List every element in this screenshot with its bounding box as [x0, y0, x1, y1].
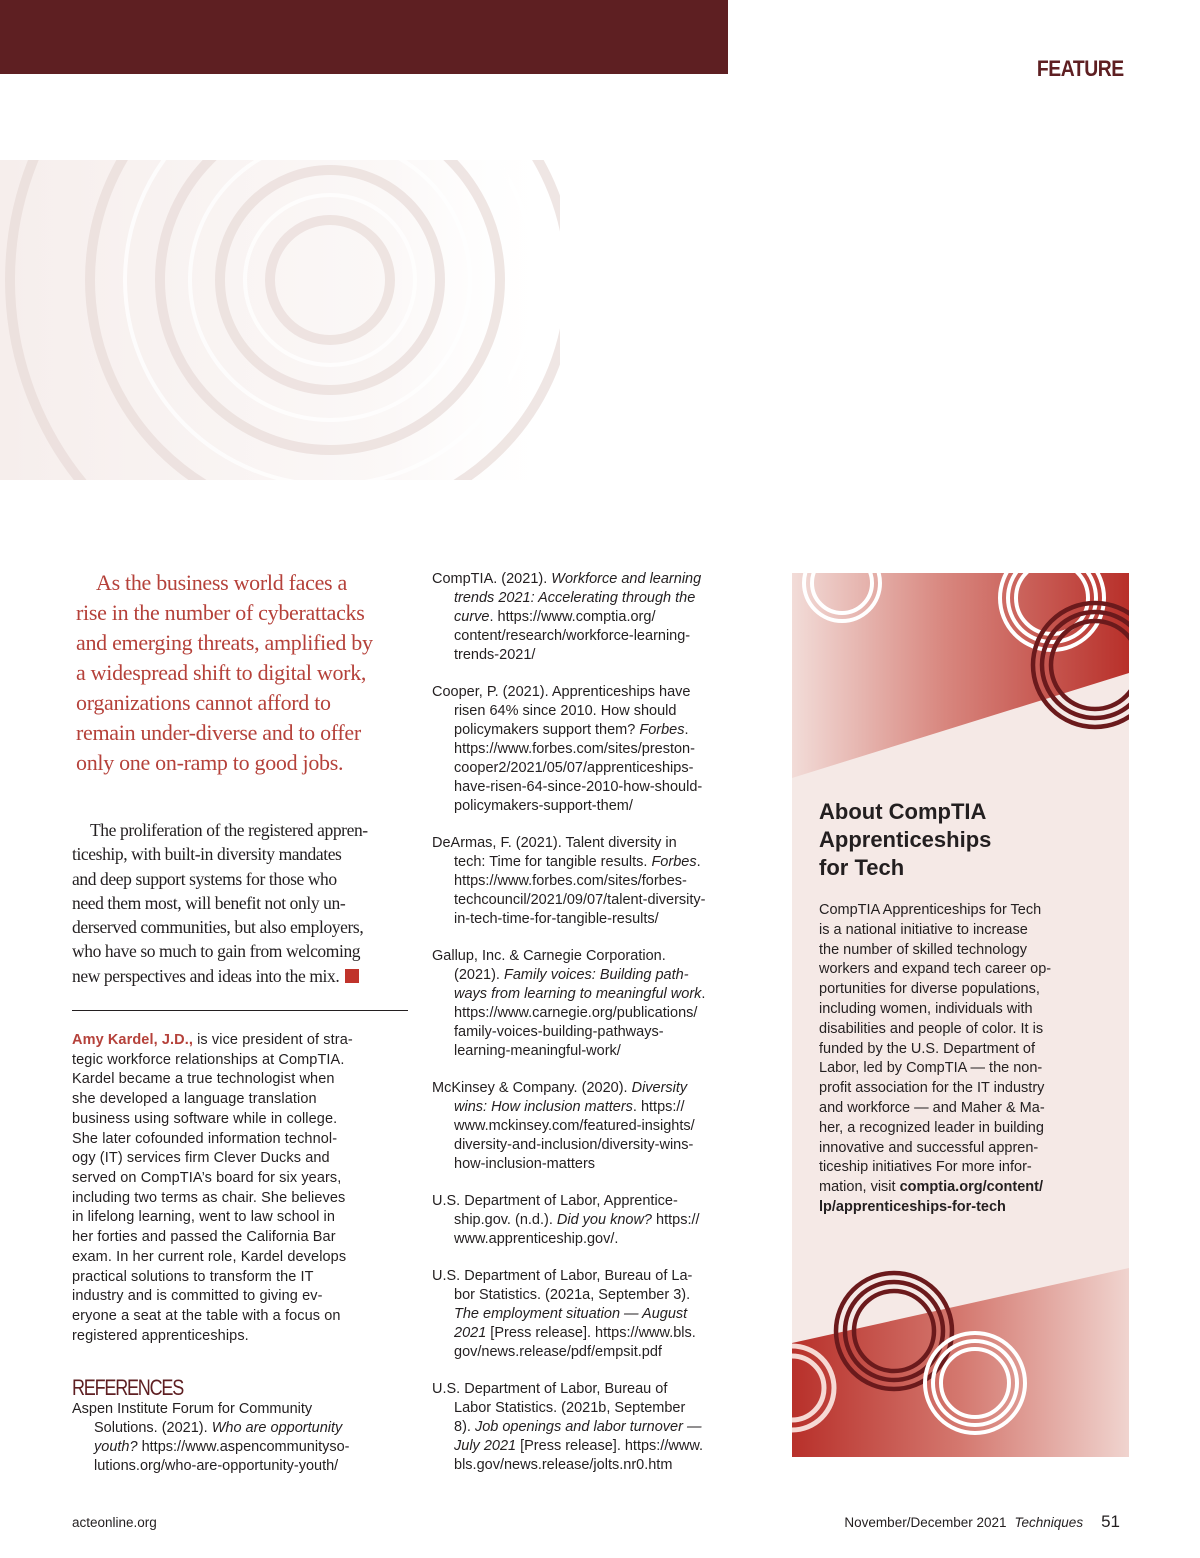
ref-title: July 2021 — [454, 1438, 517, 1454]
bio-line: Kardel became a true technologist when — [72, 1071, 335, 1088]
ref-line — [432, 1437, 772, 1456]
sidebar-line: funded by the U.S. Department of — [819, 1040, 1036, 1057]
sidebar-title-line: for Tech — [819, 855, 905, 880]
bio-line: including two terms as chair. She believes — [72, 1189, 346, 1206]
author-name: Amy Kardel, J.D., — [72, 1032, 193, 1049]
ref-text: 8). — [454, 1419, 475, 1435]
ref-text: https:// — [652, 1212, 700, 1228]
reference-item — [432, 947, 772, 1061]
bio-line: ogy (IT) services firm Clever Ducks and — [72, 1150, 330, 1167]
pull-quote-line: a widespread shift to digital work, — [76, 660, 367, 685]
pull-quote-line: organizations cannot afford to — [76, 690, 331, 715]
ref-text: . — [696, 854, 701, 870]
reference-item — [432, 834, 772, 929]
sidebar-link[interactable]: comptia.org/content/ — [899, 1179, 1043, 1196]
body-paragraph — [72, 818, 408, 988]
bio-line: industry and is committed to giving ev- — [72, 1288, 323, 1305]
ref-line: gov/news.release/pdf/empsit.pdf — [454, 1344, 662, 1360]
sidebar-link[interactable]: lp/apprenticeships-for-tech — [819, 1198, 1006, 1215]
ref-line — [432, 985, 772, 1004]
body-line: The proliferation of the registered appren- — [90, 820, 368, 840]
footer-magazine: Techniques — [1014, 1515, 1084, 1530]
ref-line: learning-meaningful-work/ — [454, 1043, 621, 1059]
pull-quote-line: remain under-diverse and to offer — [76, 720, 361, 745]
sidebar-line: innovative and successful appren- — [819, 1139, 1039, 1156]
sidebar-line: Labor, led by CompTIA — the non- — [819, 1060, 1043, 1077]
bio-line: business using software while in college. — [72, 1110, 338, 1127]
sidebar-line: profit association for the IT industry — [819, 1080, 1045, 1097]
ref-line: Cooper, P. (2021). Apprenticeships have — [432, 684, 691, 700]
ref-title: ways from learning to meaningful work — [454, 986, 702, 1002]
references-heading: REFERENCES — [72, 1375, 183, 1401]
ref-text: . — [684, 722, 689, 738]
ref-line: www.mckinsey.com/featured-insights/ — [454, 1118, 695, 1134]
ref-line — [432, 1418, 772, 1437]
pull-quote-line: rise in the number of cyberattacks — [76, 600, 365, 625]
sidebar-line: her, a recognized leader in building — [819, 1119, 1044, 1136]
ref-text: Solutions. (2021). — [94, 1420, 212, 1437]
sidebar-title-line: About CompTIA — [819, 799, 987, 824]
body-line: new perspectives and ideas into the mix. — [72, 965, 340, 986]
body-line: and deep support systems for those who — [72, 868, 337, 889]
reference-item — [432, 1267, 772, 1362]
header-bar — [0, 0, 728, 74]
ref-line: cooper2/2021/05/07/apprenticeships- — [454, 760, 694, 776]
body-line: need them most, will benefit not only un- — [72, 892, 346, 913]
ref-line — [72, 1438, 408, 1457]
ref-text: . https://www.comptia.org/ — [489, 609, 656, 625]
sidebar-line: workers and expand tech career op- — [819, 961, 1052, 978]
section-label: FEATURE — [1037, 56, 1124, 81]
bio-line: registered apprenticeships. — [72, 1327, 249, 1344]
ref-title: Job openings and labor turnover — — [474, 1419, 702, 1435]
reference-item — [432, 1192, 772, 1249]
divider — [72, 1010, 408, 1011]
ref-line: techcouncil/2021/09/07/talent-diversity- — [454, 892, 706, 908]
page-number: 51 — [1101, 1512, 1120, 1531]
bio-line: served on CompTIA’s board for six years, — [72, 1170, 342, 1186]
ref-text: . https:// — [632, 1099, 685, 1115]
ref-title: Diversity — [631, 1080, 688, 1096]
ref-line: www.apprenticeship.gov/. — [454, 1231, 619, 1247]
ref-line: trends-2021/ — [454, 647, 536, 663]
end-mark-icon — [345, 969, 359, 983]
bio-line: in lifelong learning, went to law school in — [72, 1209, 336, 1226]
body-line-last — [72, 964, 408, 988]
ref-line — [432, 570, 772, 589]
bio-line: eryone a seat at the table with a focus on — [72, 1307, 341, 1324]
footer-info — [844, 1512, 1120, 1532]
ref-line: U.S. Department of Labor, Bureau of — [432, 1381, 668, 1397]
reference-item — [432, 1380, 772, 1475]
bio-line: exam. In her current role, Kardel develops — [72, 1248, 347, 1265]
ref-line: Gallup, Inc. & Carnegie Corporation. — [432, 948, 666, 964]
ref-line: Labor Statistics. (2021b, September — [454, 1400, 686, 1416]
sidebar-title — [819, 798, 991, 882]
ref-line — [432, 853, 772, 872]
body-line: ticeship, with built-in diversity mandates — [72, 844, 342, 865]
sidebar-line: portunities for diverse populations, — [819, 981, 1040, 998]
ref-line — [432, 1305, 772, 1324]
left-column — [72, 568, 408, 1494]
ref-line — [432, 1211, 772, 1230]
pull-quote-line: only one on-ramp to good jobs. — [76, 750, 344, 775]
sidebar-line: the number of skilled technology — [819, 941, 1027, 958]
ref-text: CompTIA. (2021). — [432, 571, 552, 587]
ref-text: [Press release]. https://www.bls. — [486, 1325, 696, 1341]
ref-title: Who are opportunity — [211, 1420, 343, 1437]
body-line: derserved communities, but also employers, — [72, 917, 364, 938]
reference-item — [432, 1079, 772, 1174]
ref-text: McKinsey & Company. (2020). — [432, 1080, 632, 1096]
decorative-hero-image — [0, 160, 560, 480]
bio-line: practical solutions to transform the IT — [72, 1268, 314, 1285]
pull-quote-line: and emerging threats, amplified by — [76, 630, 373, 655]
sidebar-line: and workforce — and Maher & Ma- — [819, 1099, 1045, 1116]
ref-line — [432, 721, 772, 740]
ref-line: https://www.forbes.com/sites/forbes- — [454, 873, 687, 889]
footer-site: acteonline.org — [72, 1515, 157, 1530]
sidebar-line: is a national initiative to increase — [819, 921, 1028, 938]
bio-line: her forties and passed the California Bar — [72, 1229, 336, 1246]
ref-line: risen 64% since 2010. How should — [454, 703, 677, 719]
bio-line: tegic workforce relationships at CompTIA. — [72, 1051, 345, 1068]
ref-line: how-inclusion-matters — [454, 1156, 596, 1172]
sidebar-line: disabilities and people of color. It is — [819, 1020, 1044, 1037]
ref-line — [432, 608, 772, 627]
ref-line: https://www.carnegie.org/publications/ — [454, 1005, 698, 1021]
author-bio — [72, 1031, 408, 1346]
ref-text: ship.gov. (n.d.). — [454, 1212, 557, 1228]
ref-title: wins: How inclusion matters — [454, 1099, 633, 1115]
footer-issue: November/December 2021 — [844, 1515, 1007, 1530]
bio-line: she developed a language translation — [72, 1091, 317, 1108]
ref-title: Family voices: Building path- — [503, 967, 689, 983]
ref-text: [Press release]. https://www. — [516, 1438, 704, 1454]
ref-line: Aspen Institute Forum for Community — [72, 1401, 313, 1418]
ref-text: https://www.aspencommunityso- — [137, 1439, 350, 1456]
ref-title: Forbes — [651, 854, 697, 870]
ref-line: U.S. Department of Labor, Bureau of La- — [432, 1268, 693, 1284]
ref-line: lutions.org/who-are-opportunity-youth/ — [94, 1458, 339, 1475]
reference-item — [432, 570, 772, 665]
pull-quote-line: As the business world faces a — [96, 570, 347, 595]
ref-title: Workforce and learning — [551, 571, 702, 587]
ref-text: tech: Time for tangible results. — [454, 854, 652, 870]
ref-title: curve — [454, 609, 490, 625]
reference-item — [432, 683, 772, 816]
ref-line: have-risen-64-since-2010-how-should- — [454, 779, 703, 795]
ref-title: trends 2021: Accelerating through the — [454, 590, 696, 606]
ref-line: family-voices-building-pathways- — [454, 1024, 664, 1040]
ref-line: diversity-and-inclusion/diversity-wins- — [454, 1137, 694, 1153]
ref-title: 2021 — [454, 1325, 487, 1341]
sidebar-line — [819, 1198, 1051, 1218]
ref-line — [432, 589, 772, 608]
sidebar-line — [819, 1178, 1051, 1198]
ref-line — [432, 1098, 772, 1117]
ref-line — [72, 1419, 408, 1438]
bio-text: is vice president of stra- — [192, 1032, 353, 1049]
sidebar-line: including women, individuals with — [819, 1000, 1033, 1017]
sidebar-line: ticeship initiatives For more infor- — [819, 1159, 1032, 1176]
ref-title: The employment situation — August — [454, 1306, 688, 1322]
sidebar-box — [792, 573, 1129, 1457]
ref-title: Did you know? — [556, 1212, 652, 1228]
ref-line: in-tech-time-for-tangible-results/ — [454, 911, 659, 927]
ref-line: https://www.forbes.com/sites/preston- — [454, 741, 695, 757]
ref-title: Forbes — [639, 722, 685, 738]
ref-line — [432, 1079, 772, 1098]
bio-line: She later cofounded information technol- — [72, 1130, 338, 1147]
ref-line: DeArmas, F. (2021). Talent diversity in — [432, 835, 677, 851]
concentric-rings-graphic — [0, 160, 560, 480]
sidebar-line: CompTIA Apprenticeships for Tech — [819, 902, 1042, 918]
ref-line — [432, 966, 772, 985]
ref-text: (2021). — [454, 967, 504, 983]
ref-line — [432, 1324, 772, 1343]
ref-line: bor Statistics. (2021a, September 3). — [454, 1287, 691, 1303]
pull-quote — [76, 568, 408, 778]
reference-item — [72, 1400, 408, 1476]
ref-line: bls.gov/news.release/jolts.nr0.htm — [454, 1457, 673, 1473]
sidebar-body — [819, 901, 1051, 1218]
body-line: who have so much to gain from welcoming — [72, 941, 361, 962]
ref-line: policymakers-support-them/ — [454, 798, 633, 814]
ref-line: content/research/workforce-learning- — [454, 628, 691, 644]
bio-first-line — [72, 1031, 408, 1051]
ref-text: policymakers support them? — [454, 722, 640, 738]
ref-text: . — [701, 986, 706, 1002]
references-column — [432, 570, 772, 1493]
ref-title: youth? — [94, 1439, 138, 1456]
sidebar-title-line: Apprenticeships — [819, 827, 992, 852]
sidebar-text: mation, visit — [819, 1179, 900, 1196]
ref-line: U.S. Department of Labor, Apprentice- — [432, 1193, 678, 1209]
